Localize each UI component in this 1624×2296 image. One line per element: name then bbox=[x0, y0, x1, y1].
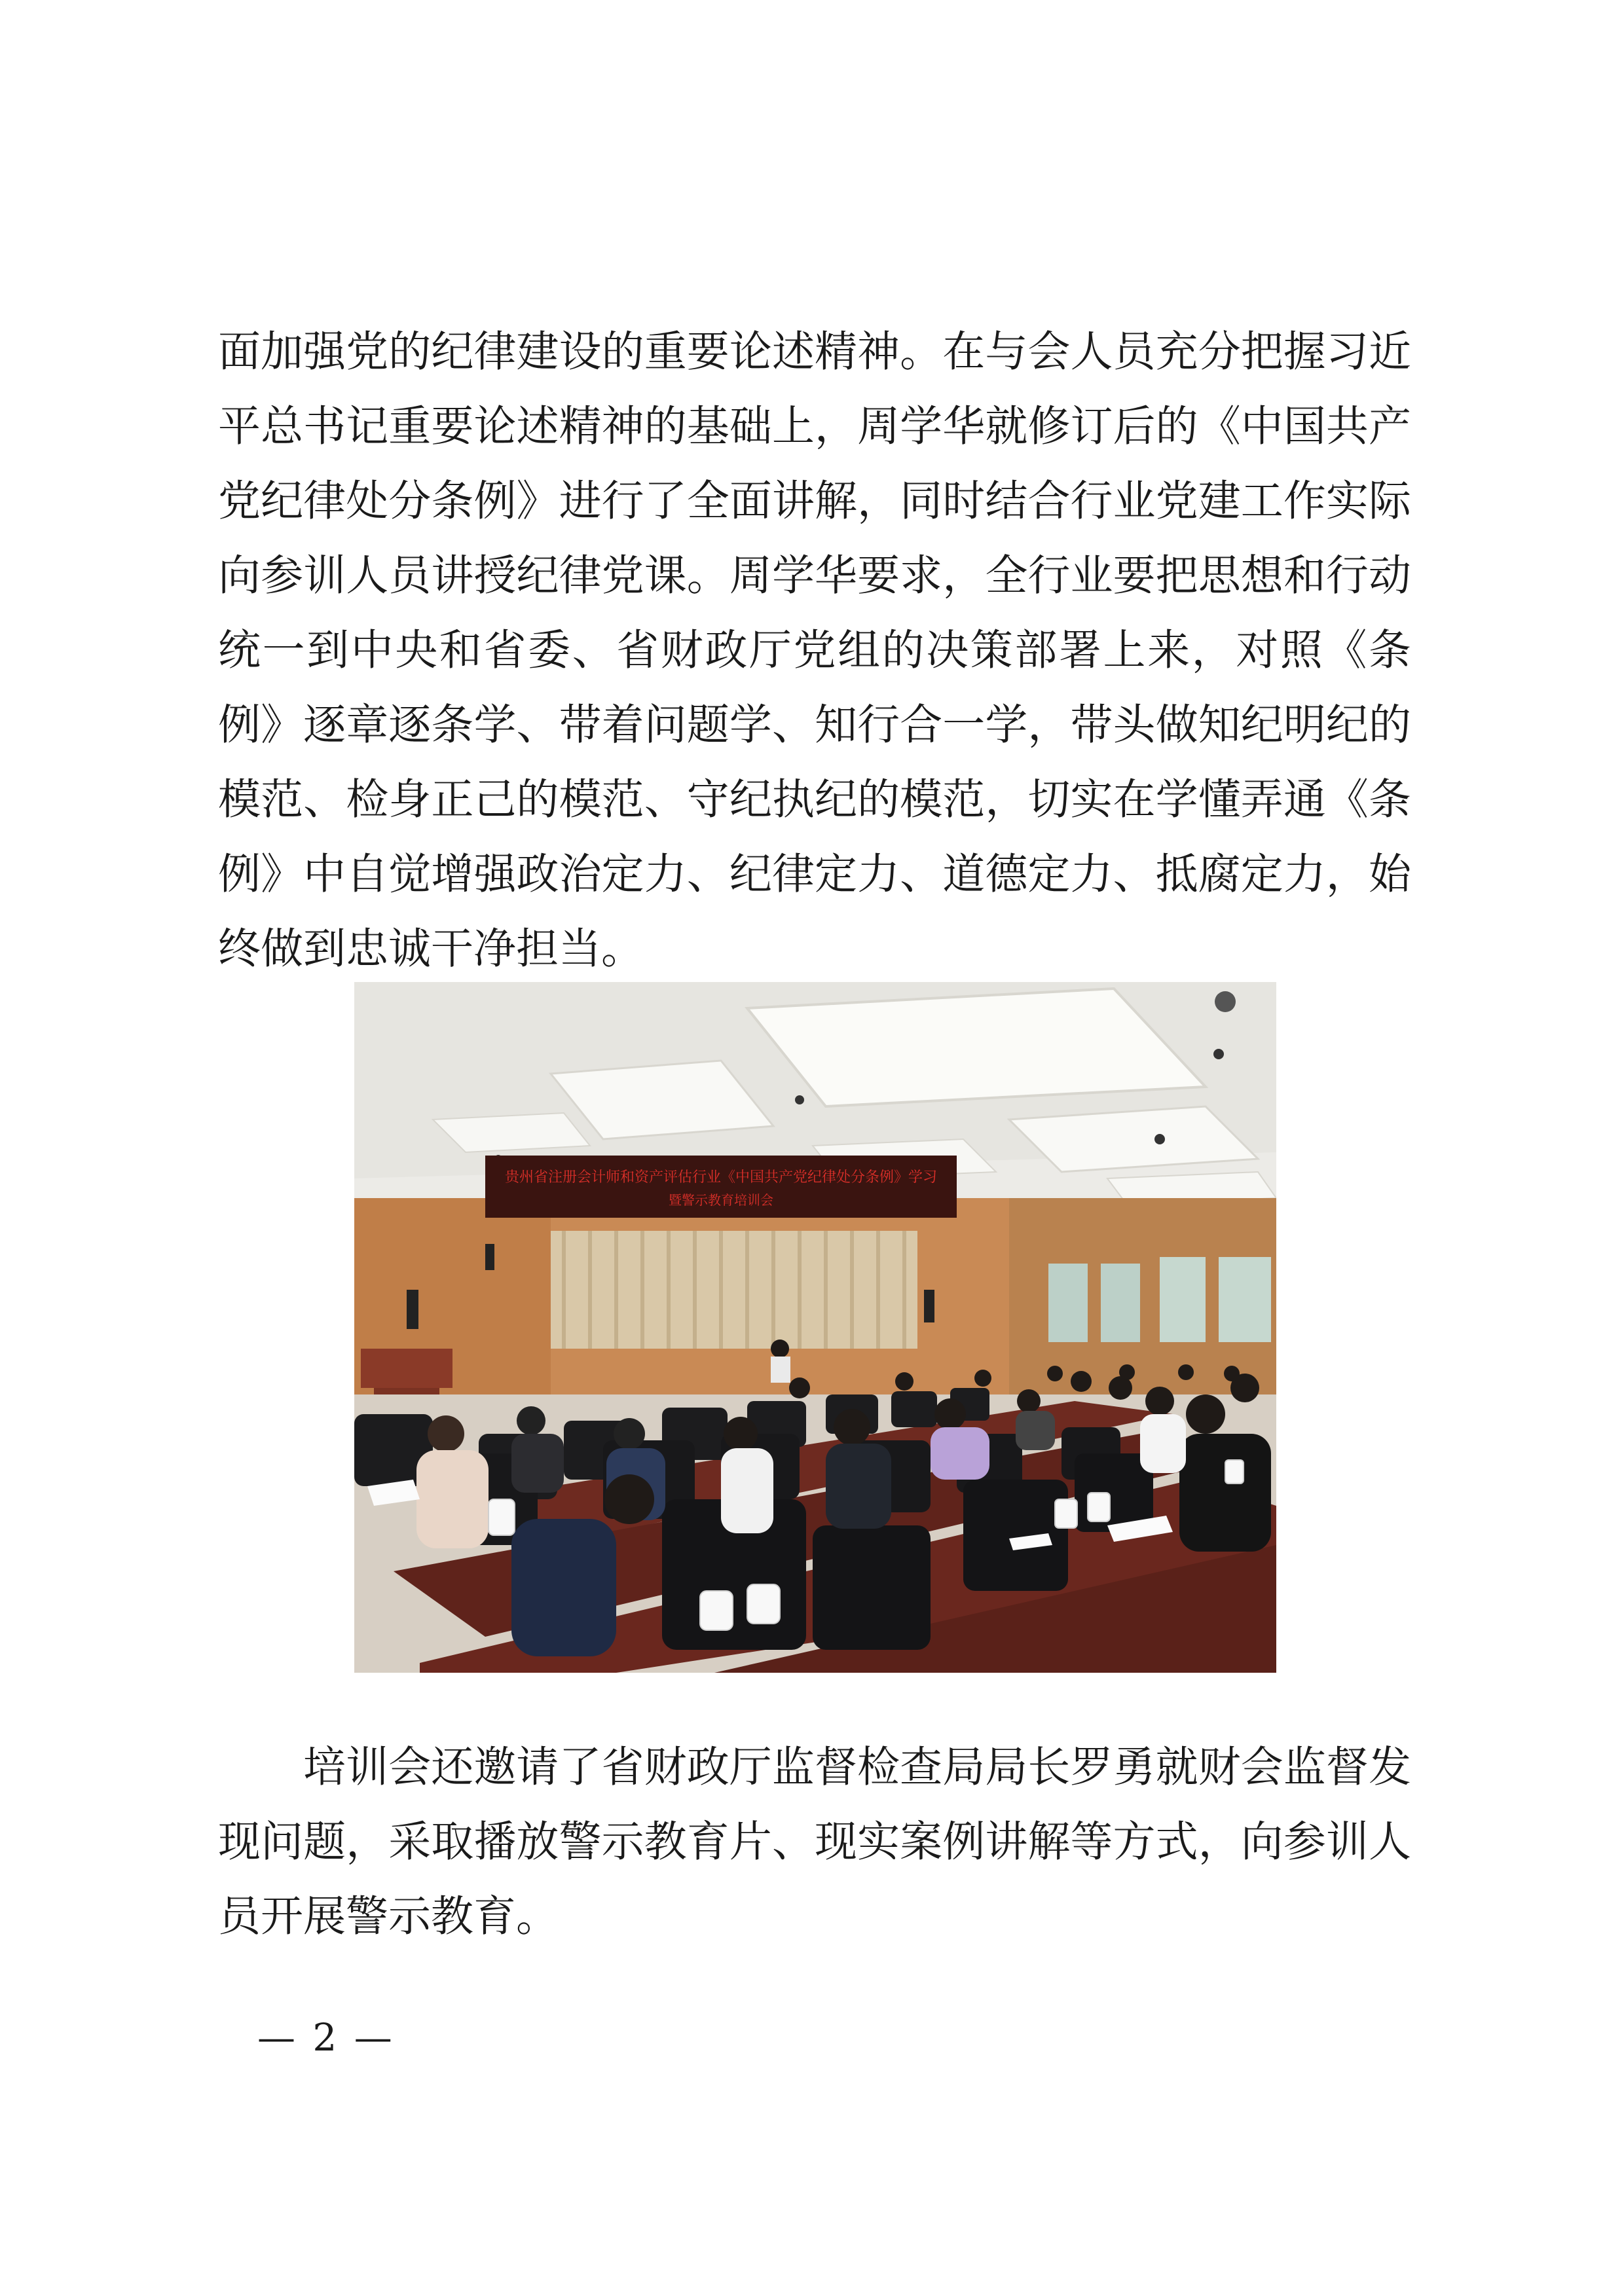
meeting-photo bbox=[354, 982, 1276, 1673]
banner-line-1: 贵州省注册会计师和资产评估行业《中国共产党纪律处分条例》学习 bbox=[504, 1169, 938, 1186]
led-banner bbox=[485, 1156, 957, 1218]
banner-line-2: 暨警示教育培训会 bbox=[669, 1192, 773, 1208]
body-paragraph: 面加强党的纪律建设的重要论述精神。在与会人员充分把握习近平总书记重要论述精神的基础上，周学华就修订后的《中国共产党纪律处分条例》进行了全面讲解，同时结合行业党建工作实际向参训人员讲授纪律党课。周学华要求，全行业要把思想和行动统一到中央和省委、省财政厅党组的决策部署上来，对照《条例》逐章逐条学、带着问题学、知行合一学，带头做知纪明纪的模范、检身正己的模范、守纪执纪的模范，切实在学懂弄通《条例》中自觉增强政治定力、纪律定力、道德定力、抵腐定力，始终做到忠诚干净担当。 bbox=[218, 327, 1411, 974]
page-number: — 2 — bbox=[257, 2015, 395, 2060]
body-paragraph-2: 培训会还邀请了省财政厅监督检查局局长罗勇就财会监督发现问题，采取播放警示教育片、现实案例讲解等方式，向参训人员开展警示教育。 bbox=[218, 1743, 1411, 1941]
meeting-hall-illustration bbox=[354, 982, 1276, 1673]
